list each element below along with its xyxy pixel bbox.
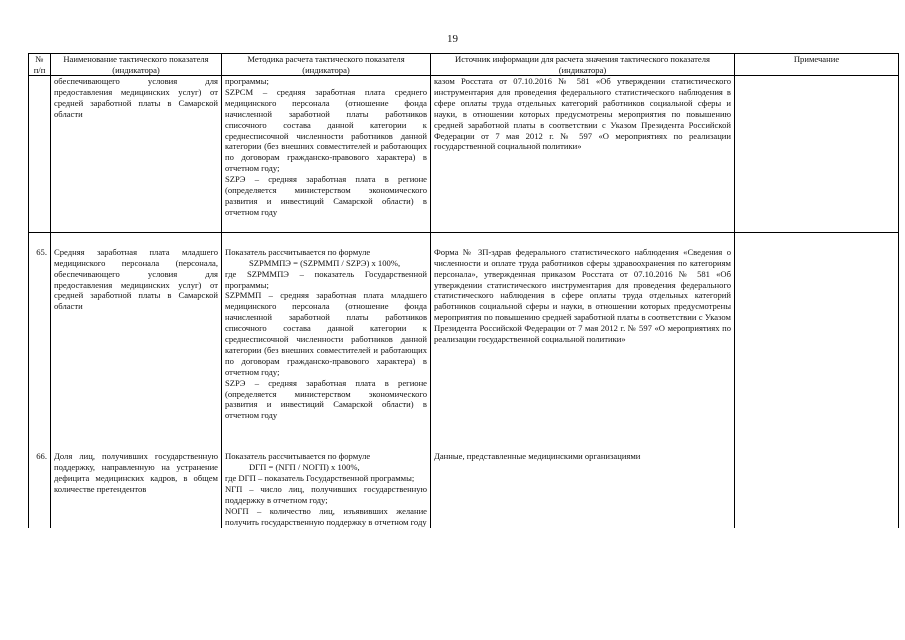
indicator-name: обеспечивающего условия для предоставления медицинских услуг) от средней заработной платы в Самарской области [51, 76, 222, 233]
method-line: SZPСМ – средняя заработная плата среднего медицинского персонала (отношение фонда начисленной заработной платы работников списочного состава данной категории к среднесписочной численности работников данной категории (без внешних совместителей и работающих по договорам гражданско-правового характера) в отчетном году; [225, 86, 427, 174]
information-source: казом Росстата от 07.10.2016 № 581 «Об утверждении статистического инструментария для проведения федерального статистического наблюдения в сфере оплаты труда отдельных категорий работников социальной сферы и науки, в отношении которых предусмотрены мероприятия по повышению средней заработной платы в соответствии с Указом Президента Российской Федерации от 7 мая 2012 г. № 597 «О мероприятиях по реализации государственной социальной политики» [431, 76, 735, 233]
row-number [29, 76, 51, 233]
note-cell [735, 437, 899, 527]
method-line: SZPЭ – средняя заработная плата в регионе (определяется министерством экономического развития и инвестиций Самарской области) в отчетном году [225, 174, 427, 217]
method-line: где SZPММПЭ – показатель Государственной программы; [225, 268, 427, 290]
indicator-name: Средняя заработная плата младшего медицинского персонала (персонала, обеспечивающего условия для предоставления медицинских услуг) от средней заработной платы в Самарской области [51, 232, 222, 437]
method-formula: DГП = (NГП / NОГП) x 100%, [249, 462, 360, 473]
page-number: 19 [447, 33, 458, 45]
method-line: NГП – число лиц, получивших государственную поддержку в отчетном году; [225, 484, 427, 505]
information-source: Форма № ЗП-здрав федерального статистического наблюдения «Сведения о численности и оплате труда работников сферы здравоохранения по категориям персонала», утвержденная приказом Росстата от 07.10.2016 № 581 «Об утверждении статистического инструментария для проведения федерального статистического наблюдения в сфере оплаты труда отдельных категорий работников социальной сферы и науки, в отношении которых предусмотрены мероприятия по повышению средней заработной платы в соответствии с Указом Президента Российской Федерации от 7 мая 2012 г. № 597 «О мероприятиях по реализации государственной социальной политики» [431, 232, 735, 437]
note-cell [735, 76, 899, 233]
table-row [29, 437, 899, 527]
indicator-name: Доля лиц, получивших государственную поддержку, направленную на устранение дефицита медицинских кадров, в общем количестве претендентов [51, 437, 222, 527]
calculation-method [222, 437, 431, 527]
row-number: 65. [29, 232, 51, 437]
note-cell [735, 232, 899, 437]
method-formula: SZPММПЭ = (SZPММП / SZPЭ) x 100%, [249, 257, 401, 268]
table-row [29, 232, 899, 437]
method-intro: Показатель рассчитывается по формуле [225, 451, 371, 462]
indicator-table [28, 53, 899, 528]
row-number: 66. [29, 437, 51, 527]
calculation-method [222, 76, 431, 233]
column-header-method: Методика расчета тактического показателя (индикатора) [222, 54, 431, 76]
method-line: NОГП – количество лиц, изъявивших желание получить государственную поддержку в отчетном году [225, 505, 427, 527]
column-header-name: Наименование тактического показателя (индикатора) [51, 54, 222, 76]
method-line: SZPММП – средняя заработная плата младшего медицинского персонала (отношение фонда начисленной заработной платы работников списочного состава данной категории к среднесписочной численности работников данной категории (без внешних совместителей и работающих по договорам гражданско-правового характера) в отчетном году; [225, 290, 427, 377]
table-row [29, 76, 899, 233]
table-header-row [29, 54, 899, 76]
column-header-note: Примечание [735, 54, 899, 76]
column-header-number: № п/п [29, 54, 51, 76]
column-header-source: Источник информации для расчета значения тактического показателя (индикатора) [431, 54, 735, 76]
method-line: где DГП – показатель Государственной программы; [225, 473, 415, 484]
method-line: программы; [225, 76, 269, 86]
information-source: Данные, представленные медицинскими организациями [431, 437, 735, 527]
method-line: SZPЭ – средняя заработная плата в регионе (определяется министерством экономического развития и инвестиций Самарской области) в отчетном году [225, 377, 427, 421]
calculation-method [222, 232, 431, 437]
method-intro: Показатель рассчитывается по формуле [225, 246, 371, 257]
